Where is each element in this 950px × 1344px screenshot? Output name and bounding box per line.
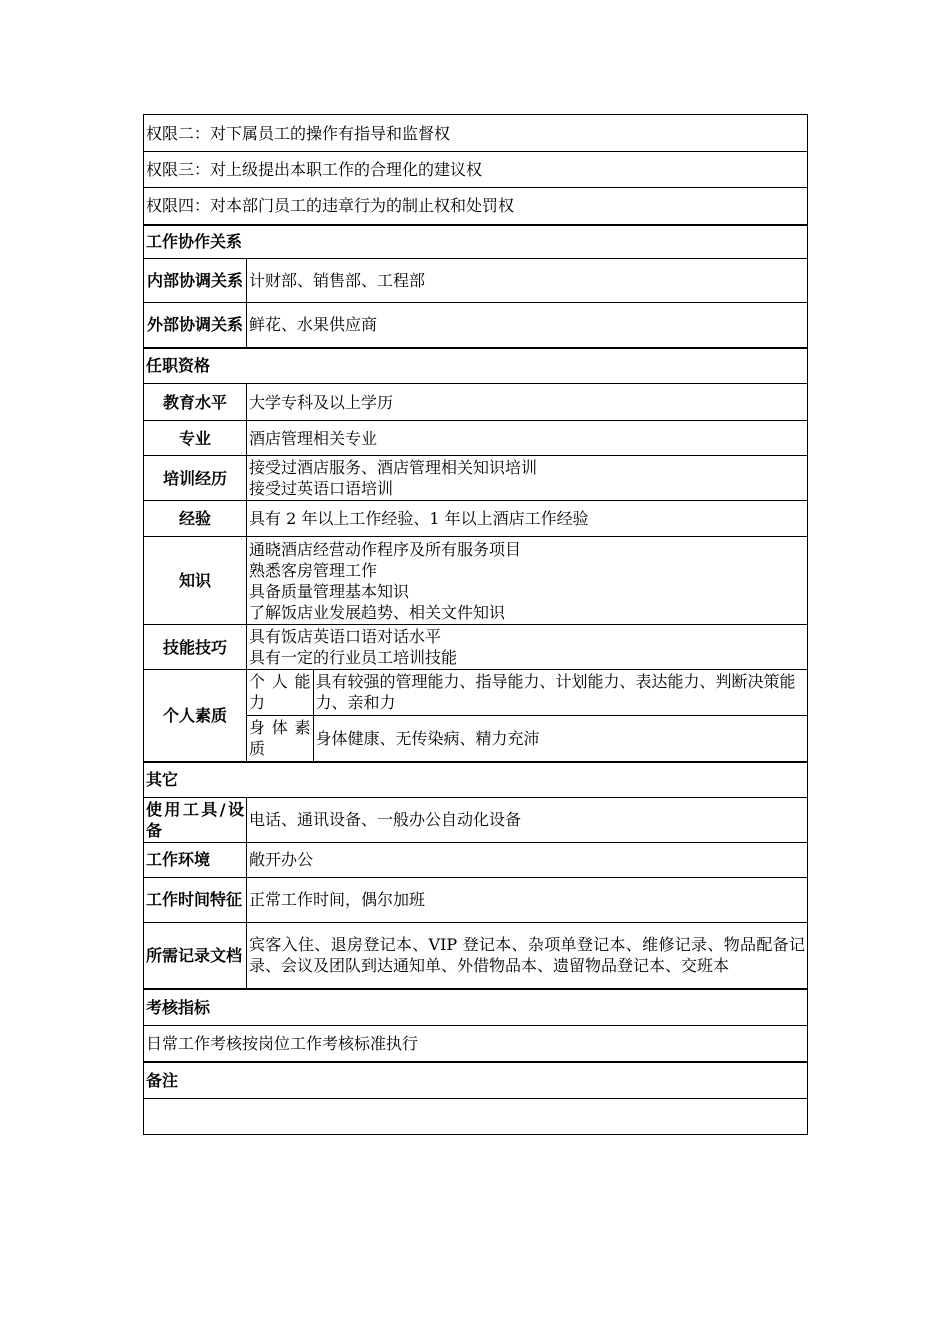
education-value: 大学专科及以上学历	[247, 384, 808, 421]
records-label: 所需记录文档	[144, 922, 247, 989]
knowledge-line: 具备质量管理基本知识	[249, 581, 410, 601]
authority-item-4: 权限四：对本部门员工的违章行为的制止权和处罚权	[144, 188, 808, 225]
training-line: 接受过英语口语培训	[249, 479, 394, 498]
internal-coordination-value: 计财部、销售部、工程部	[247, 259, 808, 303]
environment-row	[144, 842, 808, 877]
work-time-row	[144, 877, 808, 922]
skills-line: 具有饭店英语口语对话水平	[249, 627, 442, 646]
major-value: 酒店管理相关专业	[247, 421, 808, 456]
records-row	[144, 922, 808, 989]
knowledge-label: 知识	[144, 537, 247, 625]
assessment-value: 日常工作考核按岗位工作考核标准执行	[144, 1025, 808, 1062]
assessment-heading: 考核指标	[144, 989, 808, 1025]
training-row	[144, 456, 808, 501]
section-header-row	[144, 225, 808, 259]
authority-row	[144, 115, 808, 152]
knowledge-row	[144, 537, 808, 625]
skills-row	[144, 625, 808, 670]
ability-row	[247, 670, 807, 715]
authority-item-3: 权限三：对上级提出本职工作的合理化的建议权	[144, 152, 808, 188]
section-header-row	[144, 348, 808, 384]
work-time-label: 工作时间特征	[144, 877, 247, 922]
knowledge-line: 了解饭店业发展趋势、相关文件知识	[249, 602, 506, 622]
internal-coordination-row	[144, 259, 808, 303]
records-value: 宾客入住、退房登记本、VIP 登记本、杂项单登记本、维修记录、物品配备记录、会议及团队到达通知单、外借物品本、遗留物品登记本、交班本	[247, 922, 808, 989]
education-row	[144, 384, 808, 421]
physical-value: 身体健康、无传染病、精力充沛	[313, 715, 807, 761]
section-header-row	[144, 1062, 808, 1098]
assessment-row	[144, 1025, 808, 1062]
training-label: 培训经历	[144, 456, 247, 501]
internal-coordination-label: 内部协调关系	[144, 259, 247, 303]
ability-value: 具有较强的管理能力、指导能力、计划能力、表达能力、判断决策能力、亲和力	[315, 672, 796, 713]
skills-label: 技能技巧	[144, 625, 247, 670]
environment-label: 工作环境	[144, 842, 247, 877]
section-header-row	[144, 989, 808, 1025]
external-coordination-value: 鲜花、水果供应商	[247, 303, 808, 348]
remarks-heading: 备注	[144, 1062, 808, 1098]
environment-value: 敞开办公	[247, 842, 808, 877]
collaboration-heading: 工作协作关系	[144, 225, 808, 259]
qualifications-heading: 任职资格	[144, 348, 808, 384]
experience-row	[144, 501, 808, 537]
major-row	[144, 421, 808, 456]
knowledge-line: 通晓酒店经营动作程序及所有服务项目	[249, 539, 522, 559]
external-coordination-label: 外部协调关系	[144, 303, 247, 348]
knowledge-line: 熟悉客房管理工作	[249, 560, 378, 580]
skills-value	[247, 625, 808, 670]
training-line: 接受过酒店服务、酒店管理相关知识培训	[249, 458, 538, 477]
ability-label: 个人能力	[247, 670, 313, 715]
remarks-value	[144, 1098, 808, 1134]
job-description-table	[143, 114, 808, 1135]
physical-label: 身体素质	[247, 715, 313, 761]
training-value	[247, 456, 808, 501]
personal-qualities-subtable	[247, 670, 807, 761]
tools-row	[144, 797, 808, 842]
skills-line: 具有一定的行业员工培训技能	[249, 648, 458, 667]
other-heading: 其它	[144, 762, 808, 797]
authority-row	[144, 152, 808, 188]
personal-qualities-label: 个人素质	[144, 670, 247, 763]
authority-row	[144, 188, 808, 225]
experience-label: 经验	[144, 501, 247, 537]
experience-value: 具有 2 年以上工作经验、1 年以上酒店工作经验	[247, 501, 808, 537]
physical-row	[247, 715, 807, 761]
education-label: 教育水平	[144, 384, 247, 421]
section-header-row	[144, 762, 808, 797]
personal-qualities-subtable-cell	[247, 670, 808, 763]
work-time-value: 正常工作时间，偶尔加班	[247, 877, 808, 922]
authority-item-2: 权限二：对下属员工的操作有指导和监督权	[144, 115, 808, 152]
major-label: 专业	[144, 421, 247, 456]
job-description-document	[143, 114, 807, 1135]
personal-qualities-row	[144, 670, 808, 763]
tools-value: 电话、通讯设备、一般办公自动化设备	[247, 797, 808, 842]
tools-label: 使用工具/设备	[144, 797, 247, 842]
remarks-row	[144, 1098, 808, 1134]
knowledge-value	[247, 537, 808, 625]
external-coordination-row	[144, 303, 808, 348]
